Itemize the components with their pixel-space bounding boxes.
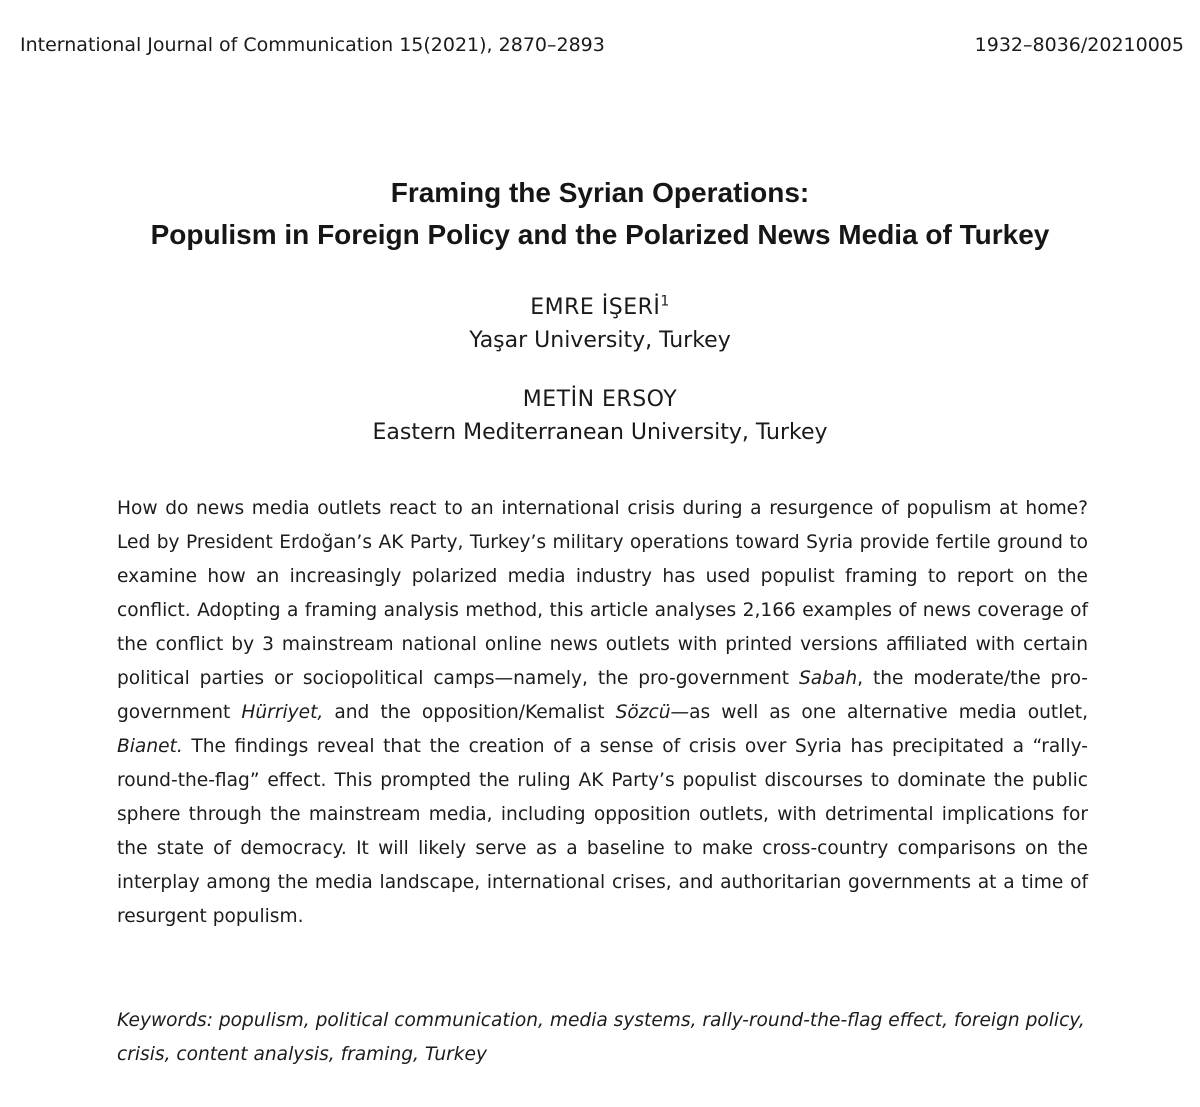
author-affiliation: Eastern Mediterranean University, Turkey [372, 420, 828, 445]
abstract-text: —as well as one alternative media outlet, [670, 702, 1088, 723]
abstract-text: The findings reveal that the creation of a sense of crisis over Syria has precipitated a “rally-round-the-flag” effect. This prompted the ruling AK Party’s populist discourses to dominate the public sphere through the mainstream media, including opposition outlets, with detrimental implications for the state of democracy. It will likely serve as a baseline to make cross-country comparisons on the interplay among the media landscape, international crises, and authoritarian governments at a time of resurgent populism. [117, 736, 1088, 927]
author-affiliation: Yaşar University, Turkey [469, 328, 731, 353]
outlet-name: Hürriyet, [241, 702, 324, 723]
journal-citation: International Journal of Communication 15(2021), 2870–2893 [20, 34, 605, 56]
paper-title [0, 172, 1200, 256]
issn: 1932–8036/20210005 [974, 34, 1184, 56]
author-name [0, 292, 1200, 324]
abstract-text: , the moderate/the pro-government [117, 668, 1088, 723]
author-footnote-marker[interactable]: 1 [660, 293, 670, 310]
outlet-name: Sözcü [615, 702, 671, 723]
running-header [20, 34, 1184, 64]
keywords: Keywords: populism, political communication, media systems, rally-round-the-flag effect, foreign policy, crisis, content analysis, framing, Turkey [117, 1010, 1085, 1065]
abstract-text: How do news media outlets react to an international crisis during a resurgence of populism at home? Led by President Erdoğan’s AK Party, Turkey’s military operations toward Syria provide fertile ground to examine how an increasingly polarized media industry has used populist framing to report on the conflict. Adopting a framing analysis method, this article analyses 2,166 examples of news coverage of the conflict by 3 mainstream national online news outlets with printed versions affiliated with certain political parties or sociopolitical camps—namely, the pro-government [117, 498, 1088, 689]
author-block [0, 384, 1200, 450]
author-name-text: EMRE İŞERİ [530, 295, 661, 320]
title-line-2: Populism in Foreign Policy and the Polarized News Media of Turkey [150, 219, 1050, 250]
outlet-name: Sabah [798, 668, 858, 689]
author-name [0, 384, 1200, 416]
outlet-name: Bianet. [117, 736, 183, 757]
author-list [0, 292, 1200, 476]
abstract [117, 492, 1088, 934]
abstract-text: and the opposition/Kemalist [323, 702, 616, 723]
title-line-1: Framing the Syrian Operations: [390, 177, 810, 208]
author-block [0, 292, 1200, 358]
author-name-text: METİN ERSOY [522, 387, 678, 412]
